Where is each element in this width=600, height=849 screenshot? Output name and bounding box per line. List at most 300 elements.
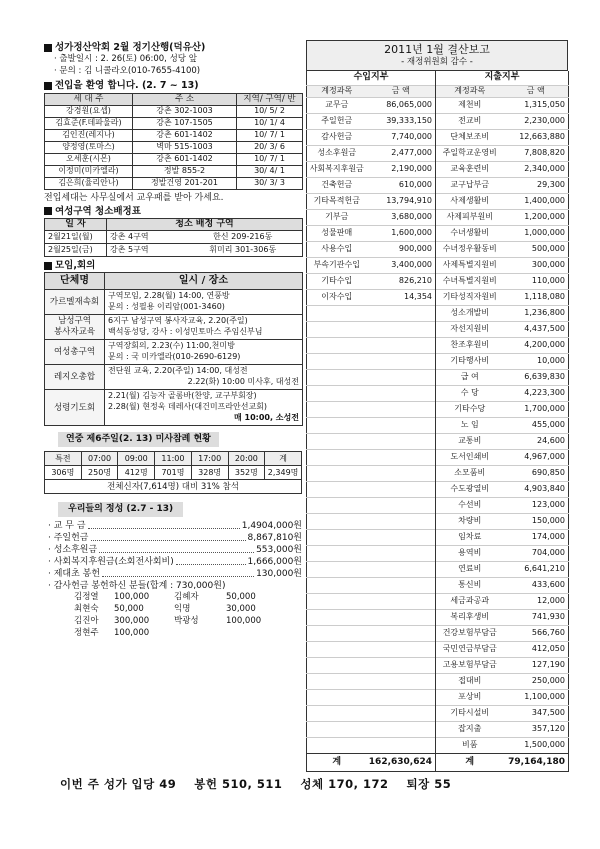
income-account [307, 465, 367, 481]
expense-account: 연료비 [436, 561, 504, 577]
choir-meeting-line: · 문의 : 김 니콜라오(010-7655-4100) [54, 66, 201, 77]
table-row [307, 129, 569, 145]
expense-amount: 110,000 [504, 273, 569, 289]
table-row [307, 737, 569, 753]
income-amount: 900,000 [367, 241, 436, 257]
income-account: 교무금 [307, 97, 367, 113]
meeting-line: 매 10:00, 소성전 [234, 413, 299, 423]
meeting-schedule [105, 365, 303, 390]
expense-amount: 433,600 [504, 577, 569, 593]
cleaning-cell: 강촌 5구역 [107, 243, 181, 256]
expense-account: 수녀정우활동비 [436, 241, 504, 257]
meeting-group-name: 레지오총합 [45, 365, 105, 390]
expense-amount: 1,315,050 [504, 97, 569, 113]
cleaning-table [44, 218, 303, 257]
donor-name: 김진아 [74, 615, 99, 626]
cleaning-cell: 휘미리 301-306동 [181, 243, 303, 256]
attendance-header: 11:00 [155, 452, 192, 466]
financial-header [306, 40, 568, 71]
income-account [307, 545, 367, 561]
expense-account: 기타성직자원비 [436, 289, 504, 305]
welcome-cell: 이정미(미카엘라) [45, 165, 133, 177]
income-amount: 1,600,000 [367, 225, 436, 241]
table-row [307, 305, 569, 321]
expense-amount: 4,437,500 [504, 321, 569, 337]
income-amount [367, 593, 436, 609]
table-row [307, 593, 569, 609]
welcome-header: 주 소 [133, 93, 237, 105]
meetings-title: 모임,회의 [44, 260, 302, 271]
income-amount [367, 673, 436, 689]
expense-amount: 1,236,800 [504, 305, 569, 321]
meeting-line: 2.28(월) 현정욱 데레사(대건미프라안선교회) [108, 402, 268, 412]
income-account: 감사헌금 [307, 129, 367, 145]
expense-account: 수 당 [436, 385, 504, 401]
donor-name: 박광성 [174, 615, 199, 626]
income-amount [367, 497, 436, 513]
financial-title: 2011년 1월 결산보고 [384, 43, 490, 56]
expense-amount: 6,639,830 [504, 369, 569, 385]
cleaning-cell: 2월21일(월) [45, 230, 107, 243]
expense-amount: 1,400,000 [504, 193, 569, 209]
expense-amount: 12,000 [504, 593, 569, 609]
expense-account: 복리후생비 [436, 609, 504, 625]
meeting-line: 백석동성당, 강사 : 이성민토마스 주임신부님 [108, 327, 263, 337]
income-account [307, 369, 367, 385]
table-row [307, 657, 569, 673]
expense-account: 교육훈련비 [436, 161, 504, 177]
welcome-cell: 벽마 515-1003 [133, 141, 237, 153]
income-amount [367, 721, 436, 737]
attendance-header: 20:00 [228, 452, 265, 466]
financial-rows [307, 97, 569, 753]
table-row [307, 705, 569, 721]
donor-name: 김정열 [74, 591, 99, 602]
table-row [45, 141, 303, 153]
meeting-group-name: 남성구역 봉사자교육 [45, 315, 105, 340]
table-row [45, 165, 303, 177]
table-row [307, 417, 569, 433]
table-row [307, 321, 569, 337]
income-account [307, 689, 367, 705]
welcome-cell: 강촌 107-1505 [133, 117, 237, 129]
meeting-line: 문의 : 성필용 이리암(001-3460) [108, 302, 225, 312]
expense-amount: 741,930 [504, 609, 569, 625]
cleaning-cell: 2월25일(금) [45, 243, 107, 256]
meetings-table [44, 272, 303, 426]
welcome-cell: 10/ 5/ 2 [237, 105, 303, 117]
expense-amount: 29,300 [504, 177, 569, 193]
table-row [307, 369, 569, 385]
expense-amount: 347,500 [504, 705, 569, 721]
welcome-cell: 강촌 302-1003 [133, 105, 237, 117]
hymn-communion: 성체 170, 172 [300, 777, 389, 791]
income-amount [367, 545, 436, 561]
attendance-header: 17:00 [191, 452, 228, 466]
column-header: 금 액 [504, 85, 569, 97]
table-row [45, 129, 303, 141]
attendance-value: 328명 [191, 466, 228, 480]
table-row [307, 241, 569, 257]
table-row [307, 353, 569, 369]
expense-account: 기타수당 [436, 401, 504, 417]
list-item: · 사회복지후원금(소회전사회비) 1,666,000원 [48, 556, 302, 567]
table-row [307, 161, 569, 177]
income-amount [367, 385, 436, 401]
square-bullet-icon [44, 82, 52, 90]
income-amount [367, 641, 436, 657]
financial-table [306, 71, 569, 772]
income-amount [367, 401, 436, 417]
expense-amount: 1,700,000 [504, 401, 569, 417]
income-account [307, 625, 367, 641]
attendance-total: 전체신자(7,614명) 대비 31% 참석 [45, 480, 302, 494]
table-row [45, 230, 303, 243]
expense-amount: 566,760 [504, 625, 569, 641]
expense-amount: 12,663,880 [504, 129, 569, 145]
income-account [307, 641, 367, 657]
income-section-title: 수입지부 [307, 71, 436, 85]
welcome-cell: 30/ 3/ 3 [237, 177, 303, 189]
expense-amount: 10,000 [504, 353, 569, 369]
table-row [307, 513, 569, 529]
income-amount [367, 481, 436, 497]
attendance-value: 250명 [81, 466, 118, 480]
meeting-line: 문의 : 국 미카엘라(010-2690-6129) [108, 352, 241, 362]
expense-amount: 690,850 [504, 465, 569, 481]
list-item: · 성소후원금 553,000원 [48, 544, 302, 555]
square-bullet-icon [44, 262, 52, 270]
financial-report [306, 40, 568, 772]
income-amount: 13,794,910 [367, 193, 436, 209]
attendance-table [44, 451, 302, 494]
income-amount [367, 417, 436, 433]
welcome-cell: 10/ 7/ 1 [237, 129, 303, 141]
table-row [307, 145, 569, 161]
expense-account: 국민연금부담금 [436, 641, 504, 657]
donor-name: 최현숙 [74, 603, 99, 614]
income-account [307, 561, 367, 577]
expense-account: 차량비 [436, 513, 504, 529]
hymn-offertory: 봉헌 510, 511 [194, 777, 283, 791]
square-bullet-icon [44, 44, 52, 52]
income-account [307, 321, 367, 337]
welcome-cell: 김은희(율리안나) [45, 177, 133, 189]
meeting-line: 전단원 교육, 2.20(주일) 14:00, 대성전 [108, 366, 248, 376]
expense-account: 주일학교운영비 [436, 145, 504, 161]
income-amount [367, 305, 436, 321]
table-row [45, 365, 303, 390]
table-row [307, 641, 569, 657]
income-account: 건축헌금 [307, 177, 367, 193]
expense-amount: 6,641,210 [504, 561, 569, 577]
income-account [307, 737, 367, 753]
table-row [307, 401, 569, 417]
expense-amount: 300,000 [504, 257, 569, 273]
attendance-value: 306명 [45, 466, 82, 480]
welcome-cell: 강촌 601-1402 [133, 129, 237, 141]
attendance-header: 07:00 [81, 452, 118, 466]
expense-amount: 4,200,000 [504, 337, 569, 353]
income-amount: 2,477,000 [367, 145, 436, 161]
offerings-list [44, 520, 302, 592]
income-amount [367, 737, 436, 753]
table-row [307, 113, 569, 129]
donor-amount: 100,000 [226, 615, 262, 626]
donor-amount: 50,000 [114, 603, 144, 614]
donor-name: 익명 [174, 603, 191, 614]
total-income: 162,630,624 [367, 753, 436, 771]
expense-amount: 174,000 [504, 529, 569, 545]
donor-amount: 300,000 [114, 615, 150, 626]
attendance-value: 701명 [155, 466, 192, 480]
expense-amount: 1,118,080 [504, 289, 569, 305]
income-account: 사용수입 [307, 241, 367, 257]
income-amount: 826,210 [367, 273, 436, 289]
expense-amount: 127,190 [504, 657, 569, 673]
table-row [45, 480, 302, 494]
welcome-note: 전입세대는 사무실에서 교우패를 받아 가세요. [44, 192, 224, 203]
income-account [307, 417, 367, 433]
income-account: 이자수입 [307, 289, 367, 305]
expense-account: 포상비 [436, 689, 504, 705]
expense-account: 건강보험부담금 [436, 625, 504, 641]
table-row [45, 290, 303, 315]
welcome-cell: 10/ 7/ 1 [237, 153, 303, 165]
expense-amount: 1,000,000 [504, 225, 569, 241]
table-row [307, 689, 569, 705]
income-account [307, 673, 367, 689]
table-row [307, 97, 569, 113]
expense-account: 통신비 [436, 577, 504, 593]
meeting-group-name: 성령기도회 [45, 390, 105, 426]
income-amount [367, 449, 436, 465]
expense-amount: 2,340,000 [504, 161, 569, 177]
income-amount [367, 625, 436, 641]
expense-section-title: 지출지부 [484, 72, 520, 83]
expense-account: 용역비 [436, 545, 504, 561]
income-account [307, 433, 367, 449]
hymn-recessional: 퇴장 55 [406, 777, 452, 791]
expense-account: 급 여 [436, 369, 504, 385]
expense-account: 찬조후원비 [436, 337, 504, 353]
table-row [307, 193, 569, 209]
income-account [307, 337, 367, 353]
income-amount [367, 609, 436, 625]
income-amount [367, 513, 436, 529]
income-account [307, 353, 367, 369]
table-row [45, 243, 303, 256]
expense-account: 수녀생활비 [436, 225, 504, 241]
attendance-value: 412명 [118, 466, 155, 480]
table-row [45, 340, 303, 365]
expense-amount: 455,000 [504, 417, 569, 433]
expense-account: 사제피부원비 [436, 209, 504, 225]
income-account [307, 385, 367, 401]
table-row [45, 390, 303, 426]
list-item: · 교 무 금 1,4904,000원 [48, 520, 302, 531]
income-amount: 86,065,000 [367, 97, 436, 113]
expense-amount: 150,000 [504, 513, 569, 529]
total-expense: 79,164,180 [504, 753, 569, 771]
income-amount [367, 353, 436, 369]
income-account: 기타목적헌금 [307, 193, 367, 209]
offerings-title: 우리들의 정성 (2.7 - 13) [58, 502, 183, 517]
cleaning-cell: 강촌 4구역 [107, 230, 181, 243]
expense-account: 잡지출 [436, 721, 504, 737]
income-amount [367, 465, 436, 481]
table-row [307, 481, 569, 497]
column-header: 계정과목 [436, 85, 504, 97]
attendance-header: 09:00 [118, 452, 155, 466]
donor-amount: 100,000 [114, 627, 150, 638]
expense-account: 소모품비 [436, 465, 504, 481]
income-account: 성소후원금 [307, 145, 367, 161]
income-amount: 7,740,000 [367, 129, 436, 145]
welcome-title: 전입을 환영 합니다. (2. 7 ~ 13) [44, 80, 302, 91]
income-amount [367, 369, 436, 385]
table-row [307, 209, 569, 225]
expense-account: 사제특별지원비 [436, 257, 504, 273]
expense-account: 교통비 [436, 433, 504, 449]
income-amount [367, 561, 436, 577]
donations-list [44, 592, 302, 640]
table-row [307, 561, 569, 577]
income-amount [367, 657, 436, 673]
cleaning-header: 청소 배정 구역 [107, 218, 303, 230]
meeting-line: 2.21(월) 김능자 골롬바(찬양, 교구부회장) [108, 391, 257, 401]
expense-account: 교구납부금 [436, 177, 504, 193]
donor-amount: 100,000 [114, 591, 150, 602]
table-row [45, 153, 303, 165]
expense-account: 수도광열비 [436, 481, 504, 497]
income-account [307, 449, 367, 465]
expense-account: 접대비 [436, 673, 504, 689]
expense-account: 기타행사비 [436, 353, 504, 369]
income-amount: 610,000 [367, 177, 436, 193]
income-amount [367, 433, 436, 449]
expense-account: 단체보조비 [436, 129, 504, 145]
income-amount: 14,354 [367, 289, 436, 305]
table-row [307, 449, 569, 465]
welcome-table [44, 93, 303, 190]
table-row [307, 385, 569, 401]
welcome-cell: 20/ 3/ 6 [237, 141, 303, 153]
income-amount [367, 321, 436, 337]
cleaning-header: 일 자 [45, 218, 107, 230]
meeting-group-name: 여성총구역 [45, 340, 105, 365]
income-amount: 3,400,000 [367, 257, 436, 273]
welcome-header: 지역/ 구역/ 반 [237, 93, 303, 105]
expense-account: 사제생활비 [436, 193, 504, 209]
meeting-line: 2.22(화) 10:00 미사후, 대성전 [187, 377, 299, 387]
income-account: 사회복지후원금 [307, 161, 367, 177]
table-row [307, 545, 569, 561]
attendance-value: 2,349명 [265, 466, 302, 480]
expense-amount: 2,230,000 [504, 113, 569, 129]
expense-amount: 1,100,000 [504, 689, 569, 705]
choir-meeting-line: · 출발일시 : 2. 26(토) 06:00, 성당 앞 [54, 54, 197, 65]
table-row [307, 433, 569, 449]
expense-amount: 357,120 [504, 721, 569, 737]
income-amount [367, 577, 436, 593]
expense-amount: 123,000 [504, 497, 569, 513]
hymn-footer [60, 778, 540, 792]
welcome-header: 세 대 주 [45, 93, 133, 105]
welcome-cell: 강촌 601-1402 [133, 153, 237, 165]
expense-account: 수선비 [436, 497, 504, 513]
table-row [45, 117, 303, 129]
cleaning-cell: 한신 209-216동 [181, 230, 303, 243]
expense-account: 노 임 [436, 417, 504, 433]
expense-account: 도서인쇄비 [436, 449, 504, 465]
income-account [307, 529, 367, 545]
total-label: 계 [307, 753, 367, 771]
meeting-line: 6지구 남성구역 봉사자교육, 2.20(주일) [108, 316, 248, 326]
welcome-cell: 정발 855-2 [133, 165, 237, 177]
list-item: · 제대초 봉헌 130,000원 [48, 568, 302, 579]
expense-amount: 7,808,820 [504, 145, 569, 161]
attendance-value: 352명 [228, 466, 265, 480]
expense-account: 고용보험부담금 [436, 657, 504, 673]
expense-amount: 4,903,840 [504, 481, 569, 497]
expense-amount: 412,050 [504, 641, 569, 657]
expense-account: 기타시설비 [436, 705, 504, 721]
attendance-title: 연중 제6주일(2. 13) 미사참례 현황 [58, 432, 219, 447]
meeting-schedule [105, 315, 303, 340]
expense-amount: 704,000 [504, 545, 569, 561]
income-amount: 3,680,000 [367, 209, 436, 225]
donor-amount [226, 628, 280, 640]
welcome-cell: 강경원(요셉) [45, 105, 133, 117]
welcome-cell: 김인진(레지나) [45, 129, 133, 141]
table-row [307, 225, 569, 241]
income-amount [367, 529, 436, 545]
income-account [307, 497, 367, 513]
table-row [307, 497, 569, 513]
welcome-cell: 오세훈(시몬) [45, 153, 133, 165]
expense-account: 수녀특별지원비 [436, 273, 504, 289]
income-account [307, 609, 367, 625]
table-row [307, 177, 569, 193]
meeting-schedule [105, 290, 303, 315]
welcome-cell: 10/ 1/ 4 [237, 117, 303, 129]
income-account [307, 305, 367, 321]
meeting-schedule [105, 390, 303, 426]
expense-amount: 4,223,300 [504, 385, 569, 401]
table-row [45, 315, 303, 340]
table-row [45, 177, 303, 189]
welcome-cell: 양정영(토마스) [45, 141, 133, 153]
table-row [45, 466, 302, 480]
table-row [307, 529, 569, 545]
income-account [307, 593, 367, 609]
table-row [307, 577, 569, 593]
donor-name: 정현주 [74, 627, 99, 638]
income-account [307, 577, 367, 593]
income-account: 주일헌금 [307, 113, 367, 129]
expense-amount: 250,000 [504, 673, 569, 689]
choir-meeting-title: 성가정산악회 2월 정기산행(덕유산) [44, 42, 302, 53]
expense-amount: 24,600 [504, 433, 569, 449]
meeting-line: 구역장회의, 2.23(수) 11:00,천미방 [108, 341, 235, 351]
left-column [44, 40, 302, 640]
cleaning-title: 여성구역 청소배정표 [44, 206, 302, 217]
meetings-header: 일시 / 장소 [105, 273, 303, 290]
attendance-header: 계 [265, 452, 302, 466]
expense-account: 세금과공과 [436, 593, 504, 609]
square-bullet-icon [44, 207, 52, 215]
